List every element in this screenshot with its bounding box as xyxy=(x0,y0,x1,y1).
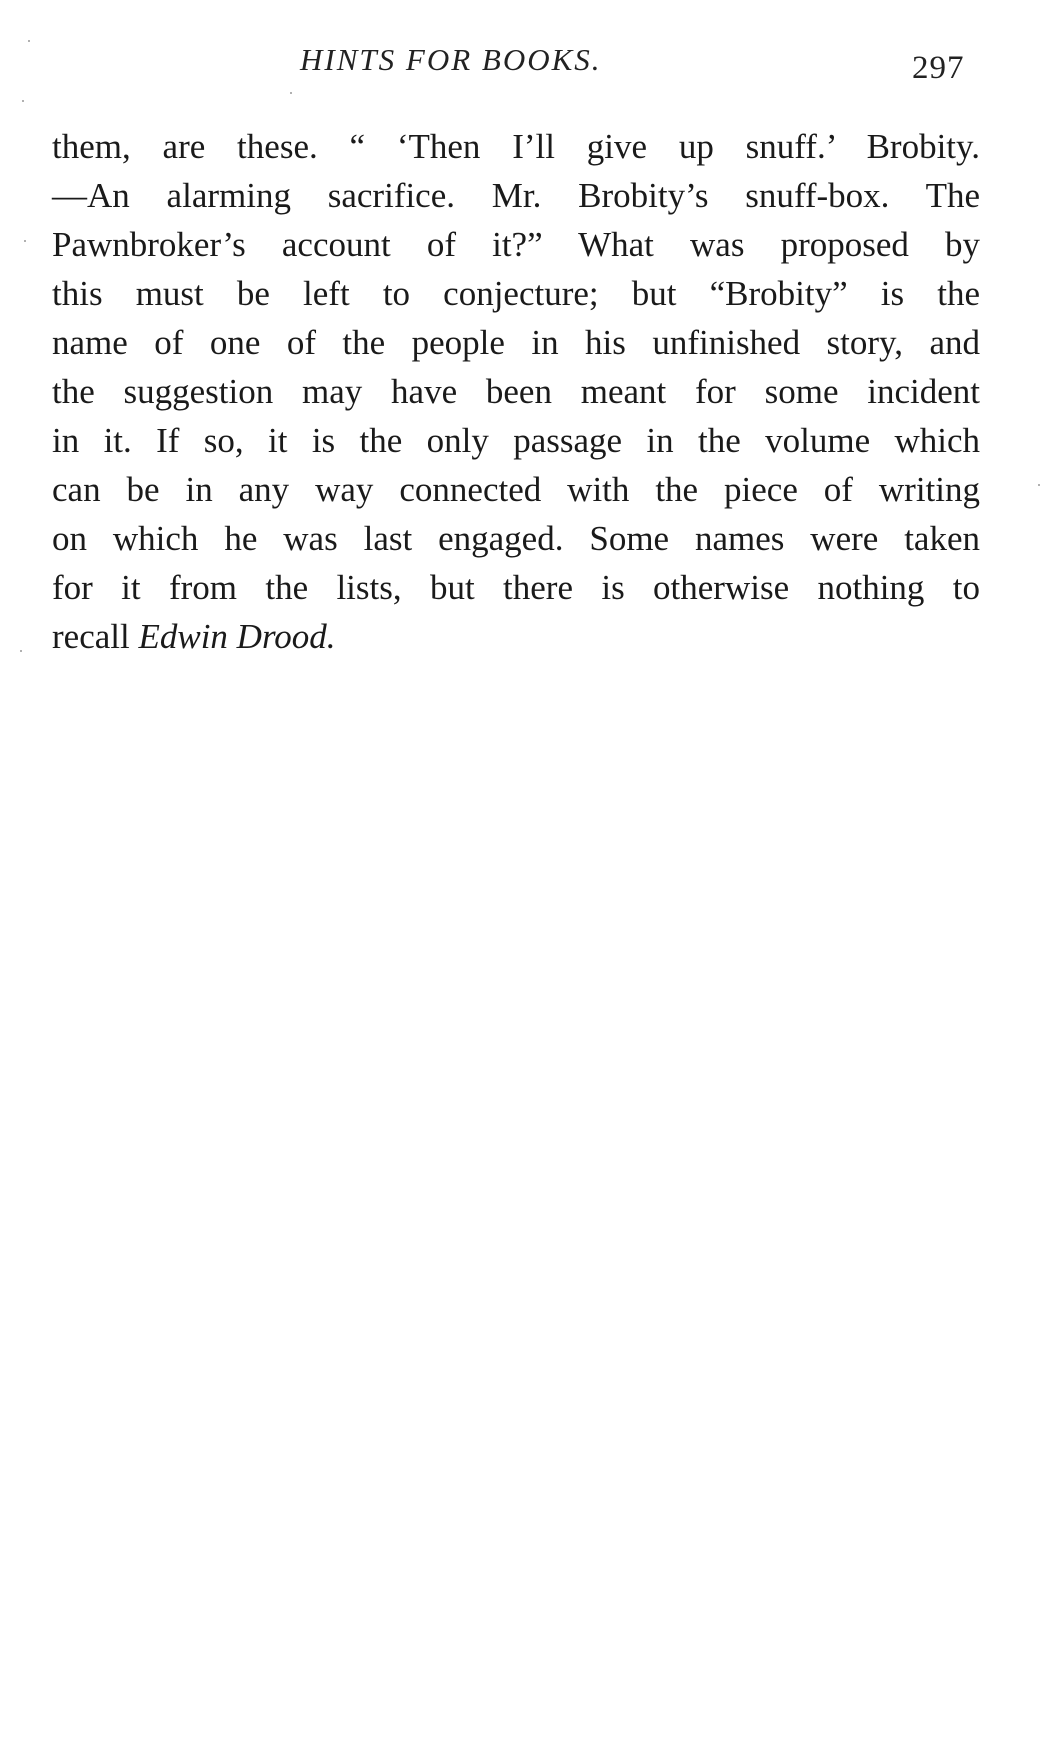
text-line: for it from the lists, but there is otherwise nothing to xyxy=(52,568,980,607)
page-number: 297 xyxy=(912,50,965,86)
scan-speck xyxy=(24,240,26,242)
text-line: them, are these. “ ‘Then I’ll give up snuff.’ Brobity. xyxy=(52,127,980,166)
text-line: name of one of the people in his unfinished story, and xyxy=(52,323,980,362)
text-line: in it. If so, it is the only passage in the volume which xyxy=(52,421,980,460)
scan-speck xyxy=(22,100,24,102)
scan-speck xyxy=(1038,484,1040,486)
body-paragraph xyxy=(52,122,980,661)
text-line: on which he was last engaged. Some names were taken xyxy=(52,519,980,558)
running-head-title: HINTS FOR BOOKS. xyxy=(300,42,602,77)
text-line: this must be left to conjecture; but “Brobity” is the xyxy=(52,274,980,313)
last-line-prefix: recall xyxy=(52,617,130,656)
text-line: Pawnbroker’s account of it?” What was proposed by xyxy=(52,225,980,264)
scan-speck xyxy=(20,650,22,652)
text-line: —An alarming sacrifice. Mr. Brobity’s snuff-box. The xyxy=(52,176,980,215)
text-line: the suggestion may have been meant for some incident xyxy=(52,372,980,411)
book-title-italic: Edwin Drood. xyxy=(138,617,336,656)
scan-speck xyxy=(28,40,30,42)
scan-speck xyxy=(290,92,292,94)
text-line: can be in any way connected with the piece of writing xyxy=(52,470,980,509)
text-line-last xyxy=(52,612,980,661)
